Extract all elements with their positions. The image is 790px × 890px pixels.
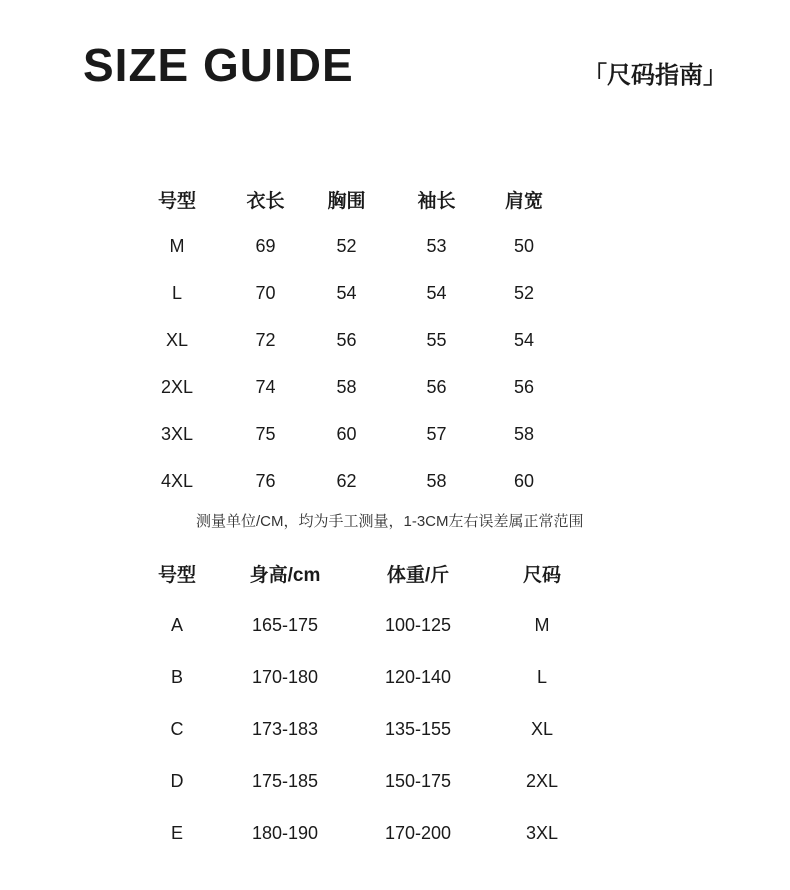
fit-row-b bbox=[133, 651, 597, 703]
chest-value: 58 bbox=[336, 377, 357, 397]
fit-row-d bbox=[133, 755, 597, 807]
height-range: 170-180 bbox=[251, 666, 319, 687]
sleeve-value: 57 bbox=[426, 424, 447, 444]
height-range: 173-183 bbox=[251, 718, 319, 739]
recommended-size: L bbox=[536, 666, 547, 687]
length-value: 75 bbox=[255, 424, 276, 444]
weight-range: 120-140 bbox=[384, 666, 452, 687]
garment-table-header-row bbox=[133, 176, 558, 223]
column-header-length: 衣长 bbox=[246, 191, 285, 212]
recommended-size: 2XL bbox=[525, 770, 559, 791]
column-header-size: 号型 bbox=[157, 191, 196, 212]
sleeve-value: 54 bbox=[426, 283, 447, 303]
weight-range: 135-155 bbox=[384, 718, 452, 739]
table-row-l bbox=[133, 270, 558, 317]
column-header-shoulder: 肩宽 bbox=[504, 191, 543, 212]
recommended-size: XL bbox=[530, 718, 554, 739]
column-header-recommended-size: 尺码 bbox=[522, 564, 561, 586]
height-range: 165-175 bbox=[251, 614, 319, 635]
fit-recommendation-table bbox=[133, 547, 597, 859]
size-label: 4XL bbox=[160, 471, 194, 491]
shoulder-value: 56 bbox=[513, 377, 535, 397]
measurement-note: 测量单位/CM，均为手工测量，1-3CM左右误差属正常范围 bbox=[196, 513, 584, 530]
height-range: 175-185 bbox=[251, 770, 319, 791]
chest-value: 56 bbox=[336, 330, 357, 350]
recommended-size: M bbox=[534, 614, 550, 635]
page-title: SIZE GUIDE bbox=[83, 39, 354, 91]
column-header-height: 身高/cm bbox=[249, 564, 321, 586]
column-header-chest: 胸围 bbox=[327, 191, 366, 212]
chest-value: 62 bbox=[336, 471, 357, 491]
length-value: 74 bbox=[255, 377, 276, 397]
type-label: B bbox=[170, 666, 183, 687]
length-value: 70 bbox=[255, 283, 276, 303]
size-label: XL bbox=[165, 330, 189, 350]
chest-value: 54 bbox=[336, 283, 357, 303]
size-label: 2XL bbox=[160, 377, 194, 397]
fit-row-c bbox=[133, 703, 597, 755]
table-row-xl bbox=[133, 317, 558, 364]
weight-range: 100-125 bbox=[384, 614, 452, 635]
shoulder-value: 60 bbox=[513, 471, 535, 491]
fit-row-e bbox=[133, 807, 597, 859]
column-header-weight: 体重/斤 bbox=[386, 564, 450, 586]
size-label: L bbox=[171, 283, 182, 303]
column-header-type: 号型 bbox=[157, 564, 196, 586]
table-row-3xl bbox=[133, 411, 558, 458]
size-label: M bbox=[169, 236, 185, 256]
table-row-m bbox=[133, 223, 558, 270]
shoulder-value: 58 bbox=[513, 424, 535, 444]
type-label: A bbox=[170, 614, 183, 635]
weight-range: 150-175 bbox=[384, 770, 452, 791]
length-value: 76 bbox=[255, 471, 276, 491]
sleeve-value: 58 bbox=[426, 471, 447, 491]
length-value: 69 bbox=[255, 236, 276, 256]
weight-range: 170-200 bbox=[384, 822, 452, 843]
size-label: 3XL bbox=[160, 424, 194, 444]
chest-value: 52 bbox=[336, 236, 357, 256]
shoulder-value: 50 bbox=[513, 236, 535, 256]
fit-table-header-row bbox=[133, 547, 597, 599]
sleeve-value: 55 bbox=[426, 330, 447, 350]
length-value: 72 bbox=[255, 330, 276, 350]
sleeve-value: 53 bbox=[426, 236, 447, 256]
column-header-sleeve: 袖长 bbox=[417, 191, 456, 212]
type-label: D bbox=[170, 770, 184, 791]
garment-measurements-table bbox=[133, 176, 558, 505]
type-label: C bbox=[170, 718, 184, 739]
height-range: 180-190 bbox=[251, 822, 319, 843]
table-row-2xl bbox=[133, 364, 558, 411]
shoulder-value: 54 bbox=[513, 330, 535, 350]
shoulder-value: 52 bbox=[513, 283, 535, 303]
type-label: E bbox=[170, 822, 183, 843]
sleeve-value: 56 bbox=[426, 377, 447, 397]
fit-row-a bbox=[133, 599, 597, 651]
recommended-size: 3XL bbox=[525, 822, 559, 843]
table-row-4xl bbox=[133, 458, 558, 505]
chest-value: 60 bbox=[336, 424, 357, 444]
page-subtitle: 「尺码指南」 bbox=[583, 62, 727, 89]
